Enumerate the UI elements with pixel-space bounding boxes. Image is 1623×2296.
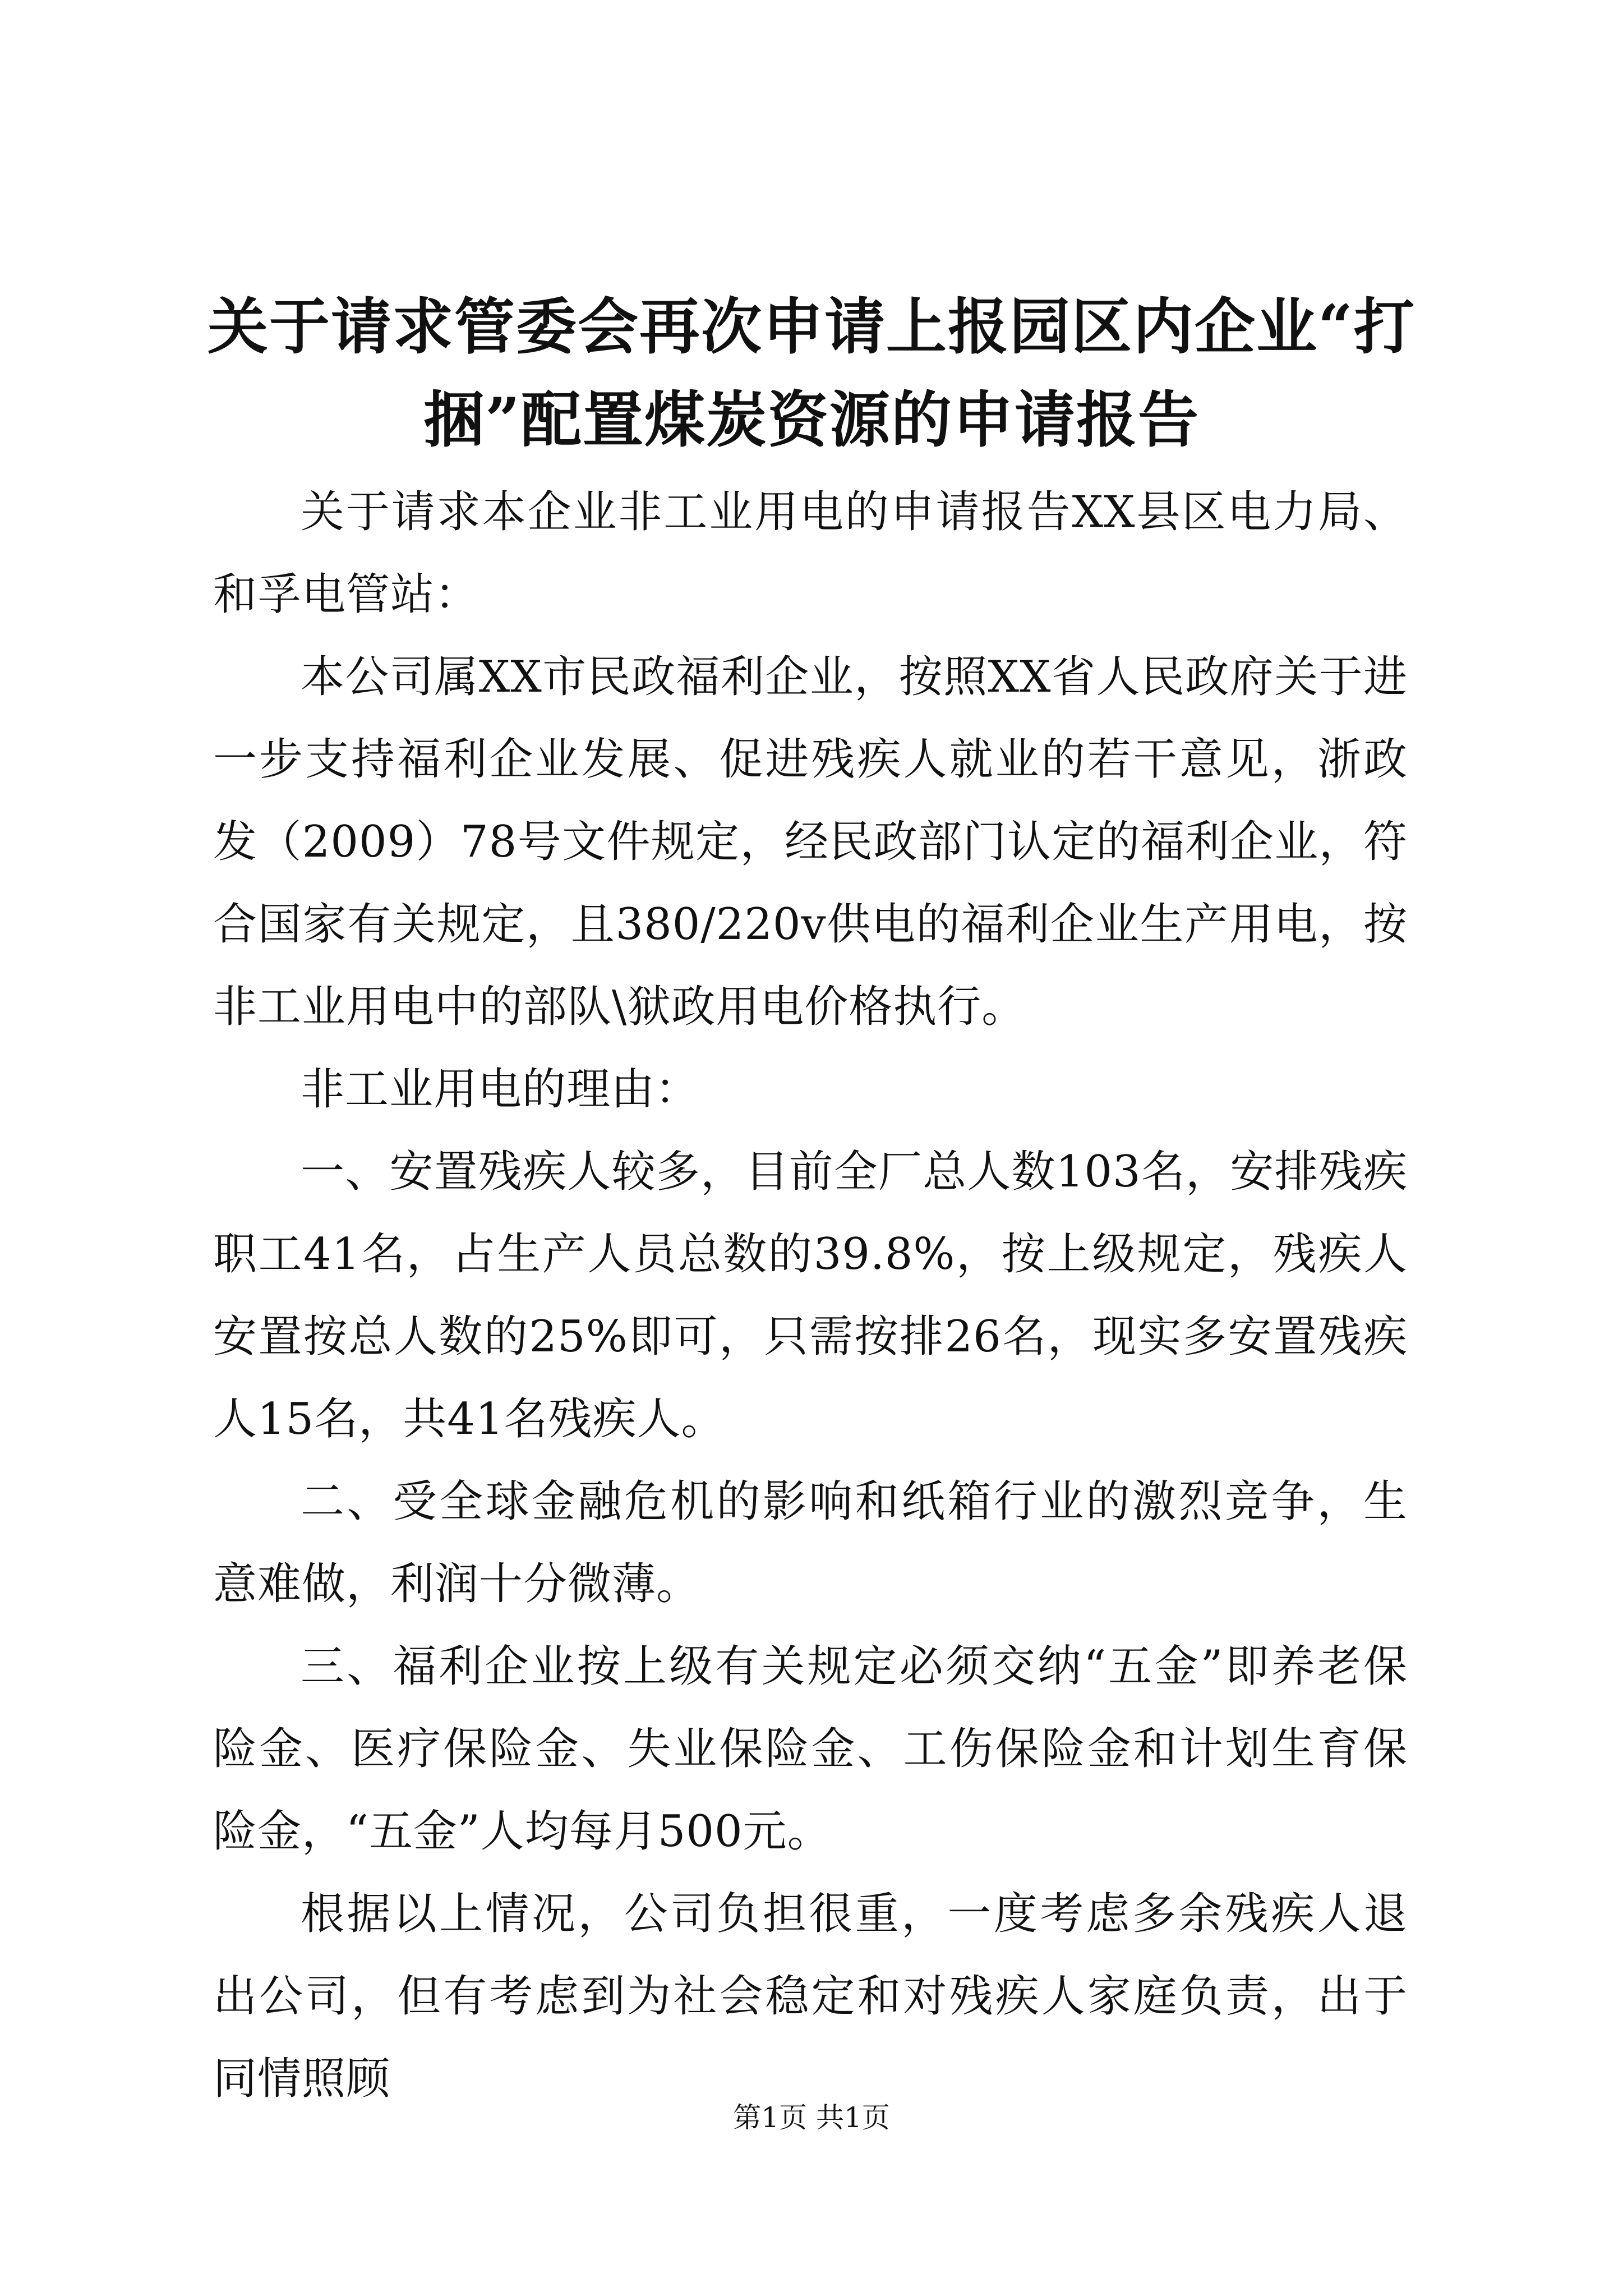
- paragraph-reason-three: 三、福利企业按上级有关规定必须交纳“五金”即养老保险金、医疗保险金、失业保险金、工伤保险金和计划生育保险金，“五金”人均每月500元。: [213, 1641, 1408, 1857]
- paragraph-reasons-heading: 非工业用电的理由：: [301, 1064, 700, 1115]
- paragraph-reason-one: 一、安置残疾人较多，目前全厂总人数103名，安排残疾职工41名，占生产人员总数的39.8%，按上级规定，残疾人安置按总人数的25%即可，只需按排26名，现实多安置残疾人15名，共41名残疾人。: [213, 1147, 1408, 1444]
- paragraph-company-status: 本公司属XX市民政福利企业，按照XX省人民政府关于进一步支持福利企业发展、促进残疾人就业的若干意见，浙政发（2009）78号文件规定，经民政部门认定的福利企业，符合国家有关规定，且380/220v供电的福利企业生产用电，按非工业用电中的部队\狱政用电价格执行。: [213, 652, 1408, 1032]
- document-body: [213, 471, 1408, 2120]
- paragraph-reason-two: 二、受全球金融危机的影响和纸箱行业的激烈竞争，生意难做，利润十分微薄。: [213, 1476, 1408, 1609]
- page-footer: 第1页 共1页: [733, 2101, 890, 2134]
- document-title: 关于请求管委会再次申请上报园区内企业“打捆”配置煤炭资源的申请报告: [207, 292, 1416, 455]
- paragraph-salutation: 关于请求本企业非工业用电的申请报告XX县区电力局、和孚电管站：: [213, 487, 1408, 620]
- paragraph-conclusion: 根据以上情况，公司负担很重，一度考虑多余残疾人退出公司，但有考虑到为社会稳定和对残疾人家庭负责，出于同情照顾: [213, 1889, 1408, 2104]
